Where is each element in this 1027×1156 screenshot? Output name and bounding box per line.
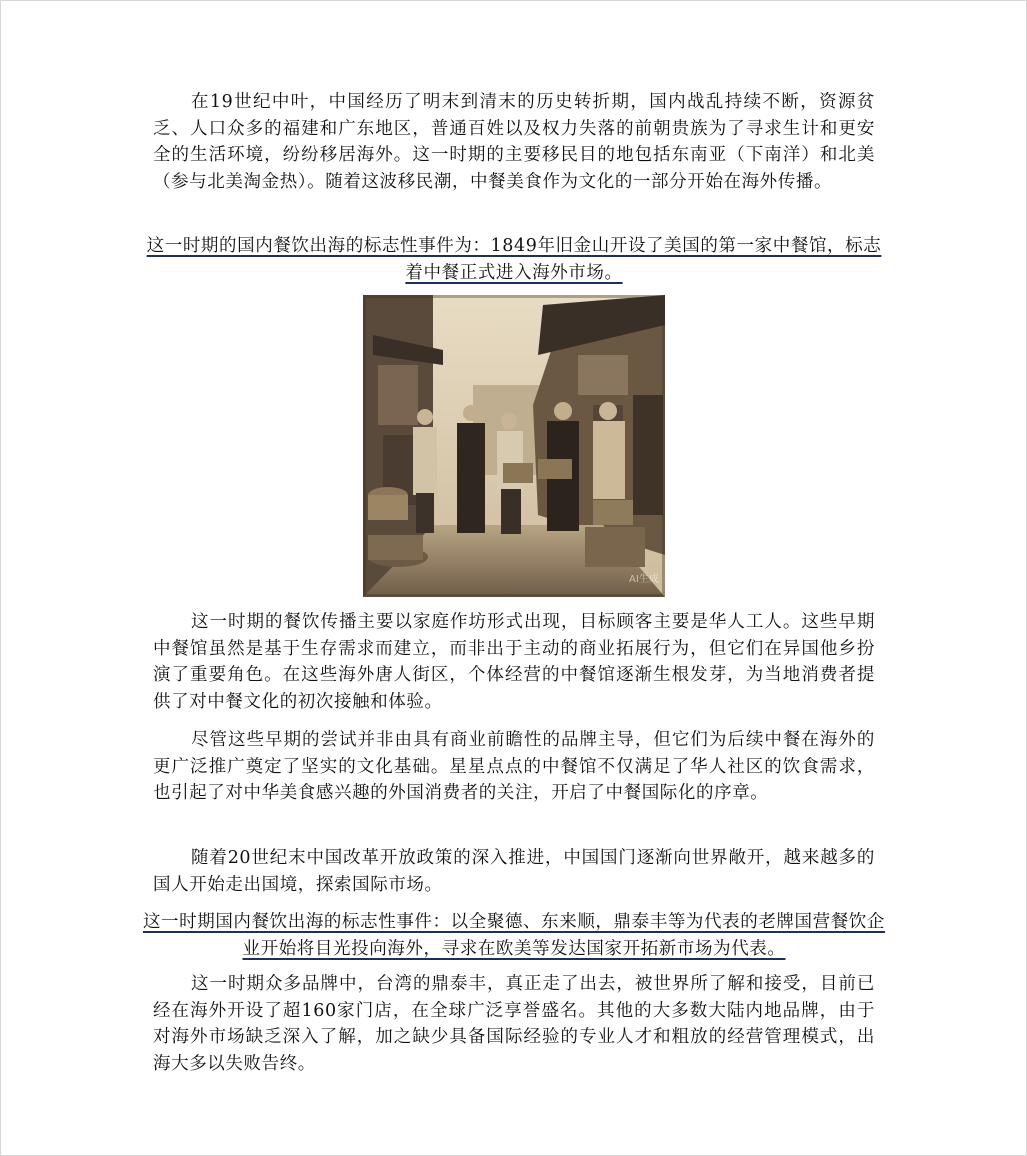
- paragraph-reform-opening: 随着20世纪末中国改革开放政策的深入推进，中国国门逐渐向世界敞开，越来越多的国人开始走出国境，探索国际市场。: [153, 848, 875, 895]
- highlight-event-1849: [141, 233, 887, 286]
- paragraph-early-restaurants: 这一时期的餐饮传播主要以家庭作坊形式出现，目标顾客主要是华人工人。这些早期中餐馆虽然是基于生存需求而建立，而非出于主动的商业拓展行为，但它们在异国他乡扮演了重要角色。在这些海外唐人街区，个体经营的中餐馆逐渐生根发芽，为当地消费者提供了对中餐文化的初次接触和体验。: [153, 612, 875, 712]
- highlight-event-state-brands-text: 这一时期国内餐饮出海的标志性事件：以全聚德、东来顺，鼎泰丰等为代表的老牌国营餐饮企业开始将目光投向海外，寻求在欧美等发达国家开拓新市场为代表。: [142, 912, 886, 959]
- paragraph-migration-history: 在19世纪中叶，中国经历了明末到清末的历史转折期，国内战乱持续不断，资源贫乏、人口众多的福建和广东地区，普通百姓以及权力失落的前朝贵族为了寻求生计和更安全的生活环境，纷纷移居海外。这一时期的主要移民目的地包括东南亚（下南洋）和北美（参与北美淘金热）。随着这波移民潮，中餐美食作为文化的一部分开始在海外传播。: [153, 92, 875, 192]
- historical-photo: [363, 295, 665, 597]
- historical-photo-illustration: [363, 295, 665, 597]
- image-watermark: AI生成: [629, 574, 659, 585]
- paragraph-din-tai-fung: 这一时期众多品牌中，台湾的鼎泰丰，真正走了出去，被世界所了解和接受，目前已经在海外开设了超160家门店，在全球广泛享誉盛名。其他的大多数大陆内地品牌，由于对海外市场缺乏深入了解，加之缺少具备国际经验的专业人才和粗放的经营管理模式，出海大多以失败告终。: [153, 974, 875, 1074]
- highlight-event-1849-text: 这一时期的国内餐饮出海的标志性事件为：1849年旧金山开设了美国的第一家中餐馆，标志着中餐正式进入海外市场。: [146, 236, 882, 283]
- highlight-event-state-brands: [141, 909, 887, 962]
- paragraph-cultural-foundation: 尽管这些早期的尝试并非由具有商业前瞻性的品牌主导，但它们为后续中餐在海外的更广泛推广奠定了坚实的文化基础。星星点点的中餐馆不仅满足了华人社区的饮食需求，也引起了对中华美食感兴趣的外国消费者的关注，开启了中餐国际化的序章。: [153, 730, 875, 803]
